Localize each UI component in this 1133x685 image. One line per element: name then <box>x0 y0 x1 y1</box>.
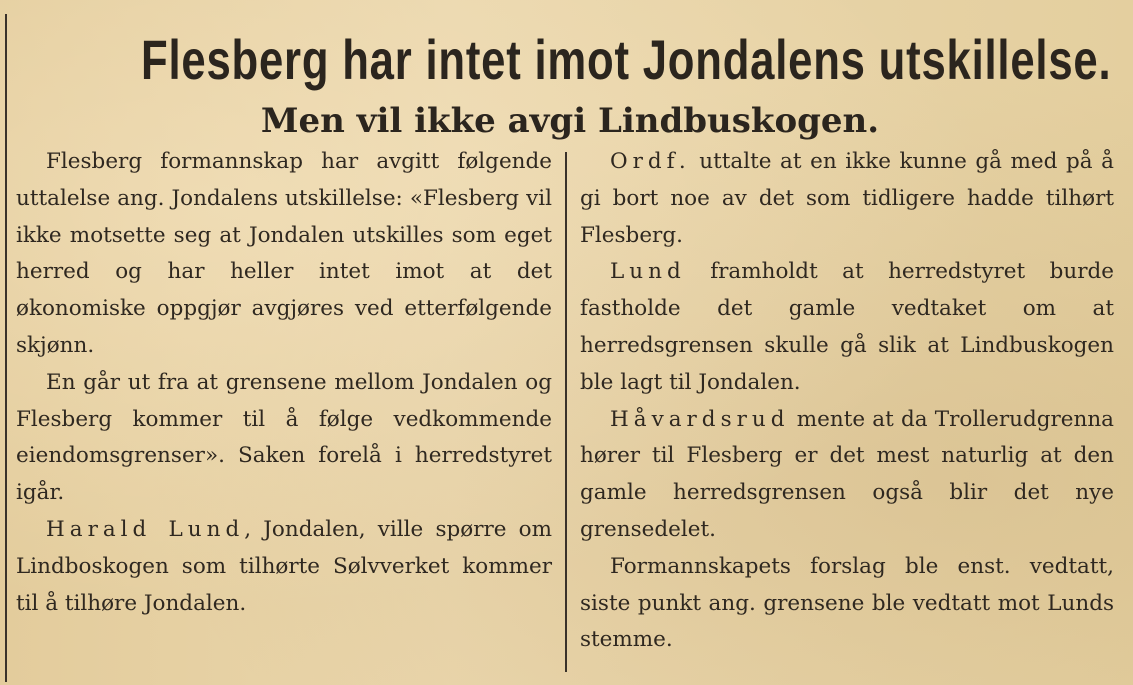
paragraph: Flesberg formannskap har avgitt følgende uttalelse ang. Jondalens utskillelse: «Flesberg vil ikke motsette seg at Jondalen utskilles som eget herred og har heller intet imot at det økonomiske oppgjør avgjøres ved etterfølgende skjønn. <box>16 149 552 358</box>
article-right-column <box>580 144 1114 659</box>
paragraph: Formannskapets forslag ble enst. vedtatt, siste punkt ang. grensene ble vedtatt mot Lunds stemme. <box>580 553 1114 653</box>
paragraph <box>16 512 552 622</box>
subheadline: Men vil ikke avgi Lindbuskogen. <box>260 101 880 141</box>
paragraph <box>580 144 1114 254</box>
speaker-name: Ordf. <box>610 149 691 174</box>
paragraph-text: uttalte at en ikke kunne gå med på å gi bort noe av det som tidligere hadde tilhørt Flesberg. <box>580 149 1114 248</box>
paragraph-text: framholdt at herredstyret burde fastholde det gamle vedtaket om at herredsgrensen skulle gå slik at Lindbuskogen ble lagt til Jondalen. <box>580 259 1114 395</box>
column-divider <box>565 152 567 672</box>
speaker-name: Harald Lund <box>46 516 245 542</box>
paragraph <box>580 254 1114 401</box>
headline: Flesberg har intet imot Jondalens utskillelse. <box>141 28 1112 91</box>
speaker-name: Håvardsrud <box>610 406 790 432</box>
article-left-column <box>16 144 552 622</box>
paragraph-text: , Jondalen, ville spørre om Lindboskogen som tilhørte Sølvverket kommer til å tilhøre Jondalen. <box>16 516 553 616</box>
left-border-rule <box>5 14 7 682</box>
paragraph-text: mente at da Trollerudgrenna hører til Flesberg er det mest naturlig at den gamle herredsgrensen også blir det nye grensedelet. <box>580 406 1114 542</box>
paragraph <box>580 402 1114 549</box>
paragraph: En går ut fra at grensene mellom Jondalen og Flesberg kommer til å følge vedkommende eiendomsgrenser». Saken forelå i herredstyret igår. <box>16 369 552 506</box>
speaker-name: Lund <box>610 259 686 285</box>
